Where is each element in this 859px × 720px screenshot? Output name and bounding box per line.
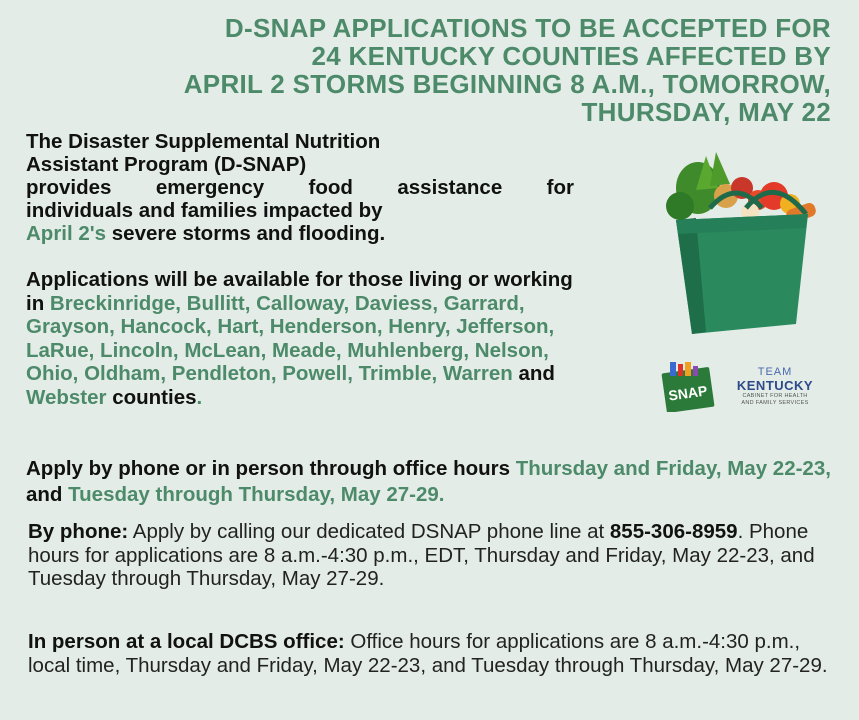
intro-line-5 — [26, 222, 574, 245]
by-phone-label: By phone: — [28, 520, 129, 543]
tk-cabinet-line-1: CABINET FOR HEALTH — [742, 393, 808, 399]
tk-cabinet-line-2: AND FAMILY SERVICES — [741, 400, 809, 406]
headline-line-1: D-SNAP APPLICATIONS TO BE ACCEPTED FOR — [224, 13, 831, 43]
in-person-paragraph — [28, 630, 838, 677]
headline-line-2: 24 KENTUCKY COUNTIES AFFECTED BY — [311, 41, 831, 71]
intro-date: April 2's — [26, 222, 107, 245]
apply-paragraph — [26, 456, 836, 508]
snap-logo — [660, 360, 716, 412]
by-phone-text-1: Apply by calling our dedicated DSNAP phone line at — [128, 520, 610, 543]
snap-logo-text: SNAP — [667, 382, 709, 404]
apply-dates-1: Thursday and Friday, May 22-23, — [515, 457, 831, 480]
intro-line-2: Assistant Program (D-SNAP) — [26, 153, 307, 176]
intro-rest: severe storms and flooding. — [106, 222, 386, 245]
headline-line-4: THURSDAY, MAY 22 — [581, 97, 831, 127]
in-person-label: In person at a local DCBS office: — [28, 630, 345, 653]
phone-number: 855-306-8959 — [609, 520, 738, 543]
headline-line-3: APRIL 2 STORMS BEGINNING 8 A.M., TOMORROW, — [183, 69, 831, 99]
headline — [71, 14, 831, 126]
intro-paragraph — [26, 130, 574, 245]
by-phone-paragraph — [28, 520, 838, 591]
apply-and: and — [26, 483, 69, 506]
intro-line-1: The Disaster Supplemental Nutrition — [26, 130, 381, 153]
grocery-bag-icon — [646, 148, 826, 346]
counties-paragraph — [26, 268, 596, 410]
apply-lead: Apply by phone or in person through office hours — [26, 457, 516, 480]
team-kentucky-logo — [730, 366, 820, 407]
counties-and: and — [512, 362, 555, 386]
counties-period: . — [196, 385, 203, 409]
county-last: Webster — [26, 385, 107, 409]
tk-team: TEAM — [757, 366, 793, 378]
apply-dates-2: Tuesday through Thursday, May 27-29. — [68, 483, 445, 506]
counties-tail: counties — [106, 385, 197, 409]
counties-lead: Applications will be available for those living or working in — [26, 268, 573, 315]
county-list: Breckinridge, Bullitt, Calloway, Daviess, Garrard, Grayson, Hancock, Hart, Henderson, Henry, Jefferson, LaRue, Lincoln, McLean, Meade, Muhlenberg, Nelson, Ohio, Oldham, Pendleton, Powell, Trimble, Warren — [26, 291, 555, 386]
intro-line-4: individuals and families impacted by — [26, 199, 383, 222]
intro-line-3: provides emergency food assistance for — [26, 176, 574, 199]
in-person-text: Office hours for applications are 8 a.m.-4:30 p.m., local time, Thursday and Friday, May 22-23, and Tuesday through Thursday, May 27-29. — [28, 630, 828, 677]
by-phone-text-2: . Phone hours for applications are 8 a.m.-4:30 p.m., EDT, Thursday and Friday, May 22-23, and Tuesday through Thursday, May 27-29. — [28, 520, 815, 590]
tk-kentucky: KENTUCKY — [736, 378, 814, 393]
